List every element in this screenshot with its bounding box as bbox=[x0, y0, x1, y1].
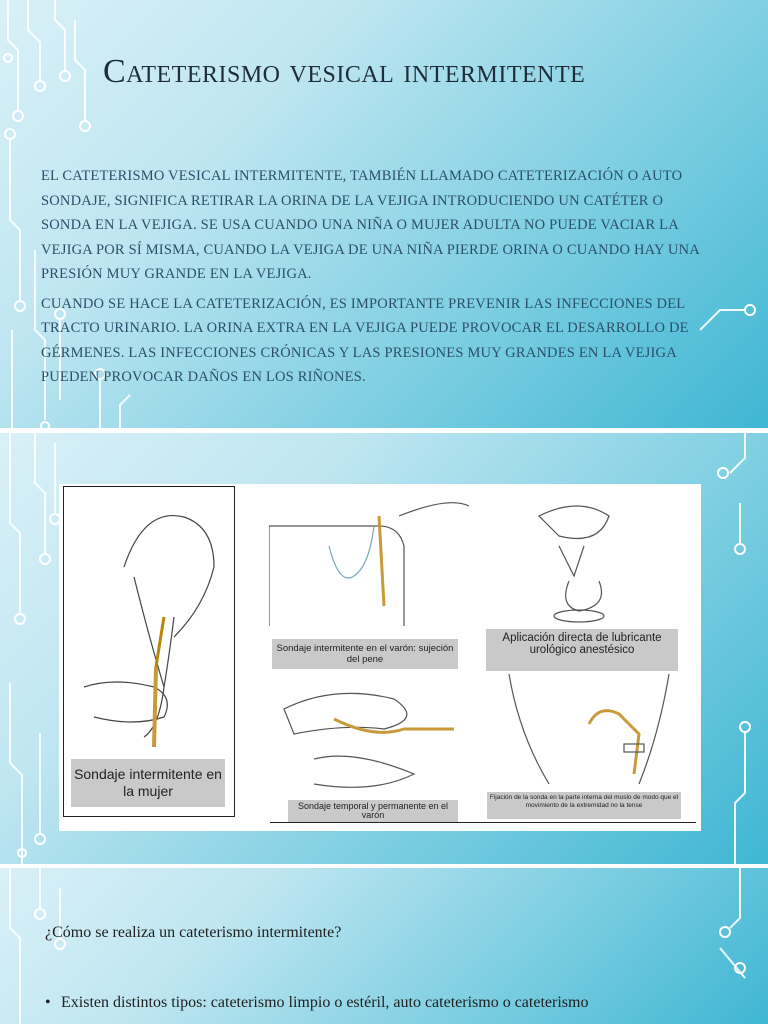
paragraph-2: CUANDO SE HACE LA CATETERIZACIÓN, ES IMPORTANTE PREVENIR LAS INFECCIONES DEL TRACTO URINARIO. LA ORINA EXTRA EN LA VEJIGA PUEDE PROVOCAR EL DESARROLLO DE GÉRMENES. LAS INFECCIONES CRÓNICAS Y LAS PRESIONES MUY GRANDES EN LA VEJIGA PUEDEN PROVOCAR DAÑOS EN LOS RIÑONES. bbox=[41, 295, 689, 385]
slide-heading: ¿Cómo se realiza un cateterismo intermitente? bbox=[45, 924, 342, 941]
bullet-icon: • bbox=[45, 994, 51, 1011]
slide-3 bbox=[0, 868, 768, 1024]
caption-thigh-fixation: Fijación de la sonda en la parte interna del muslo de modo que el movimiento de la extremidad no la tense bbox=[487, 792, 681, 819]
caption-lubricant: Aplicación directa de lubricante urológico anestésico bbox=[486, 629, 678, 671]
thigh-fixation-illustration bbox=[489, 674, 689, 789]
slide-title: Cateterismo vesical intermitente bbox=[103, 53, 586, 90]
slide-1 bbox=[0, 0, 768, 428]
paragraph-1: EL CATETERISMO VESICAL INTERMITENTE, TAMBIÉN LLAMADO CATETERIZACIÓN O AUTO SONDAJE, SIGNIFICA RETIRAR LA ORINA DE LA VEJIGA INTRODUCIENDO UN CATÉTER O SONDA EN LA VEJIGA. SE USA CUANDO UNA NIÑA O MUJER ADULTA NO PUEDE VACIAR LA VEJIGA POR SÍ MISMA, CUANDO LA VEJIGA DE UNA NIÑA PIERDE ORINA O CUANDO HAY UNA PRESIÓN MUY GRANDE EN LA VEJIGA. bbox=[41, 168, 700, 282]
bullet-text: Existen distintos tipos: cateterismo limpio o estéril, auto cateterismo o cateterismo bbox=[61, 994, 589, 1011]
lubricant-illustration bbox=[499, 486, 679, 626]
male-catheter-illustration bbox=[269, 486, 469, 636]
caption-male-temporary: Sondaje temporal y permanente en el varón bbox=[288, 800, 458, 822]
caption-female: Sondaje intermitente en la mujer bbox=[71, 759, 225, 807]
slide-2 bbox=[0, 433, 768, 864]
slide-body bbox=[41, 164, 705, 395]
caption-male-holding: Sondaje intermitente en el varón: sujeción del pene bbox=[272, 639, 458, 669]
illustration-panel bbox=[59, 484, 701, 831]
bullet-item bbox=[45, 994, 588, 1012]
caption-divider bbox=[270, 822, 696, 823]
male-temporary-illustration bbox=[274, 679, 464, 797]
